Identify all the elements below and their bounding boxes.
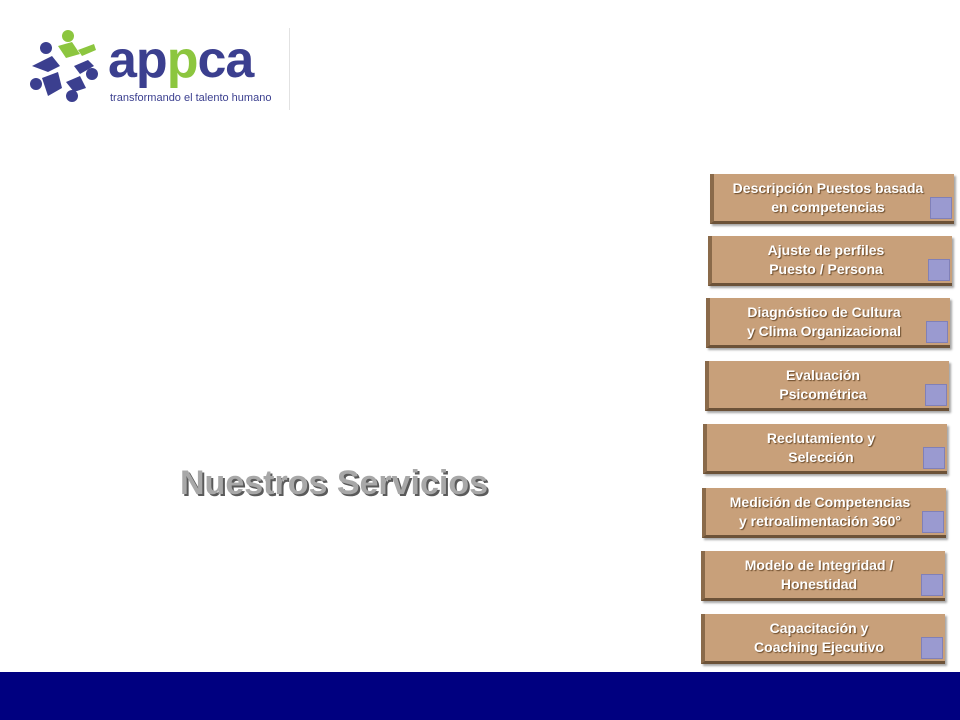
service-button-diagnostico-cultura[interactable] (706, 298, 950, 348)
square-icon (922, 511, 944, 533)
people-figures-icon (22, 26, 106, 110)
service-label: Medición de Competencias y retroalimentación 360° (729, 493, 911, 529)
service-button-medicion-competencias[interactable] (702, 488, 946, 538)
logo-word-part: p (166, 31, 198, 89)
service-button-descripcion-puestos[interactable] (710, 174, 954, 224)
square-icon (926, 321, 948, 343)
square-icon (921, 574, 943, 596)
logo-word-part: ap (108, 31, 167, 89)
service-button-capacitacion[interactable] (701, 614, 945, 664)
logo-wordmark (108, 32, 253, 88)
service-button-modelo-integridad[interactable] (701, 551, 945, 601)
service-label: Ajuste de perfiles Puesto / Persona (767, 241, 885, 277)
service-label: Capacitación y Coaching Ejecutivo (754, 619, 884, 655)
service-label: Reclutamiento y Selección (766, 429, 876, 465)
service-label: Diagnóstico de Cultura y Clima Organizacional (746, 303, 902, 339)
logo-tagline: transformando el talento humano (110, 92, 272, 104)
service-button-ajuste-perfiles[interactable] (708, 236, 952, 286)
service-label: Evaluación Psicométrica (779, 366, 867, 402)
logo-divider (289, 28, 290, 110)
square-icon (925, 384, 947, 406)
page-title: Nuestros Servicios (180, 464, 489, 502)
service-button-evaluacion-psicometrica[interactable] (705, 361, 949, 411)
square-icon (923, 447, 945, 469)
footer-bar (0, 672, 960, 720)
square-icon (930, 197, 952, 219)
square-icon (921, 637, 943, 659)
logo-word-part: ca (197, 31, 254, 89)
square-icon (928, 259, 950, 281)
appca-logo (22, 26, 294, 116)
service-button-reclutamiento[interactable] (703, 424, 947, 474)
service-label: Modelo de Integridad / Honestidad (744, 556, 894, 592)
service-label: Descripción Puestos basada en competencias (732, 179, 924, 215)
